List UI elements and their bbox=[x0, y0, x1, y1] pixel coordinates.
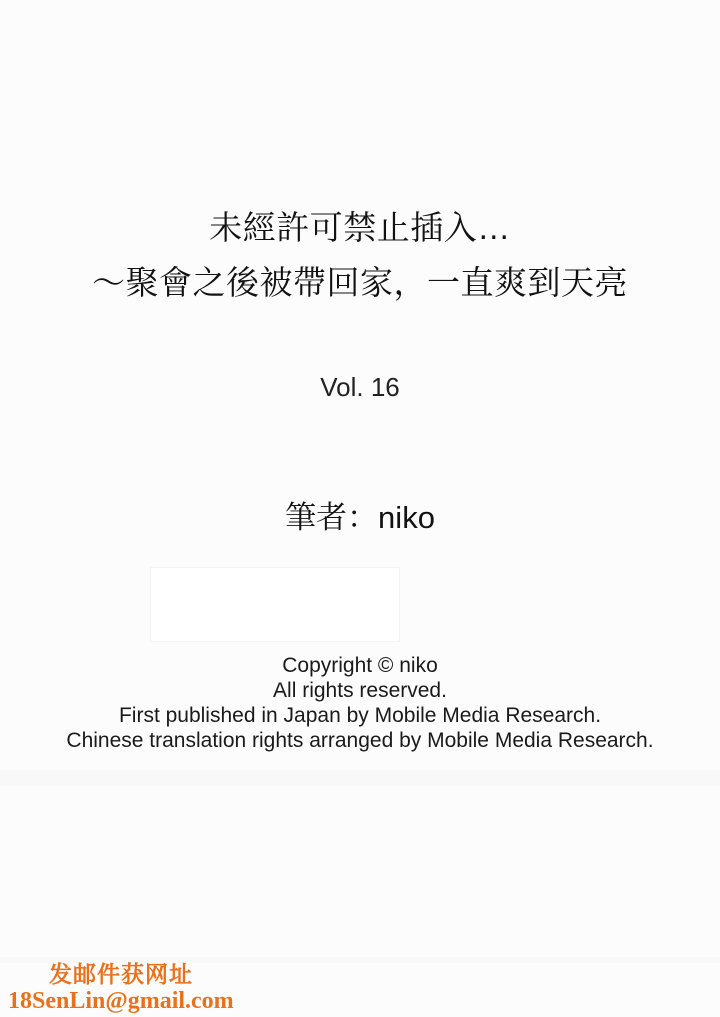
copyright-block bbox=[0, 653, 720, 753]
blank-logo-box bbox=[150, 567, 400, 642]
series-title-line-1: 未經許可禁止插入… bbox=[209, 209, 511, 246]
copyright-line-3: First published in Japan by Mobile Media Research. bbox=[118, 704, 602, 727]
series-title-line-2: ～聚會之後被帶回家，一直爽到天亮 bbox=[92, 264, 628, 301]
watermark bbox=[8, 962, 234, 1014]
copyright-line-4: Chinese translation rights arranged by Mobile Media Research. bbox=[66, 729, 654, 752]
watermark-note: 发邮件获网址 bbox=[49, 962, 193, 987]
copyright-line-1: Copyright © niko bbox=[282, 654, 438, 677]
copyright-line-2: All rights reserved. bbox=[273, 679, 447, 702]
volume-label: Vol. 16 bbox=[320, 372, 400, 402]
series-title bbox=[0, 200, 720, 310]
scan-artifact-band-top bbox=[0, 770, 720, 786]
watermark-email: 18SenLin@gmail.com bbox=[8, 988, 234, 1014]
author-credit: 筆者：niko bbox=[285, 500, 435, 535]
